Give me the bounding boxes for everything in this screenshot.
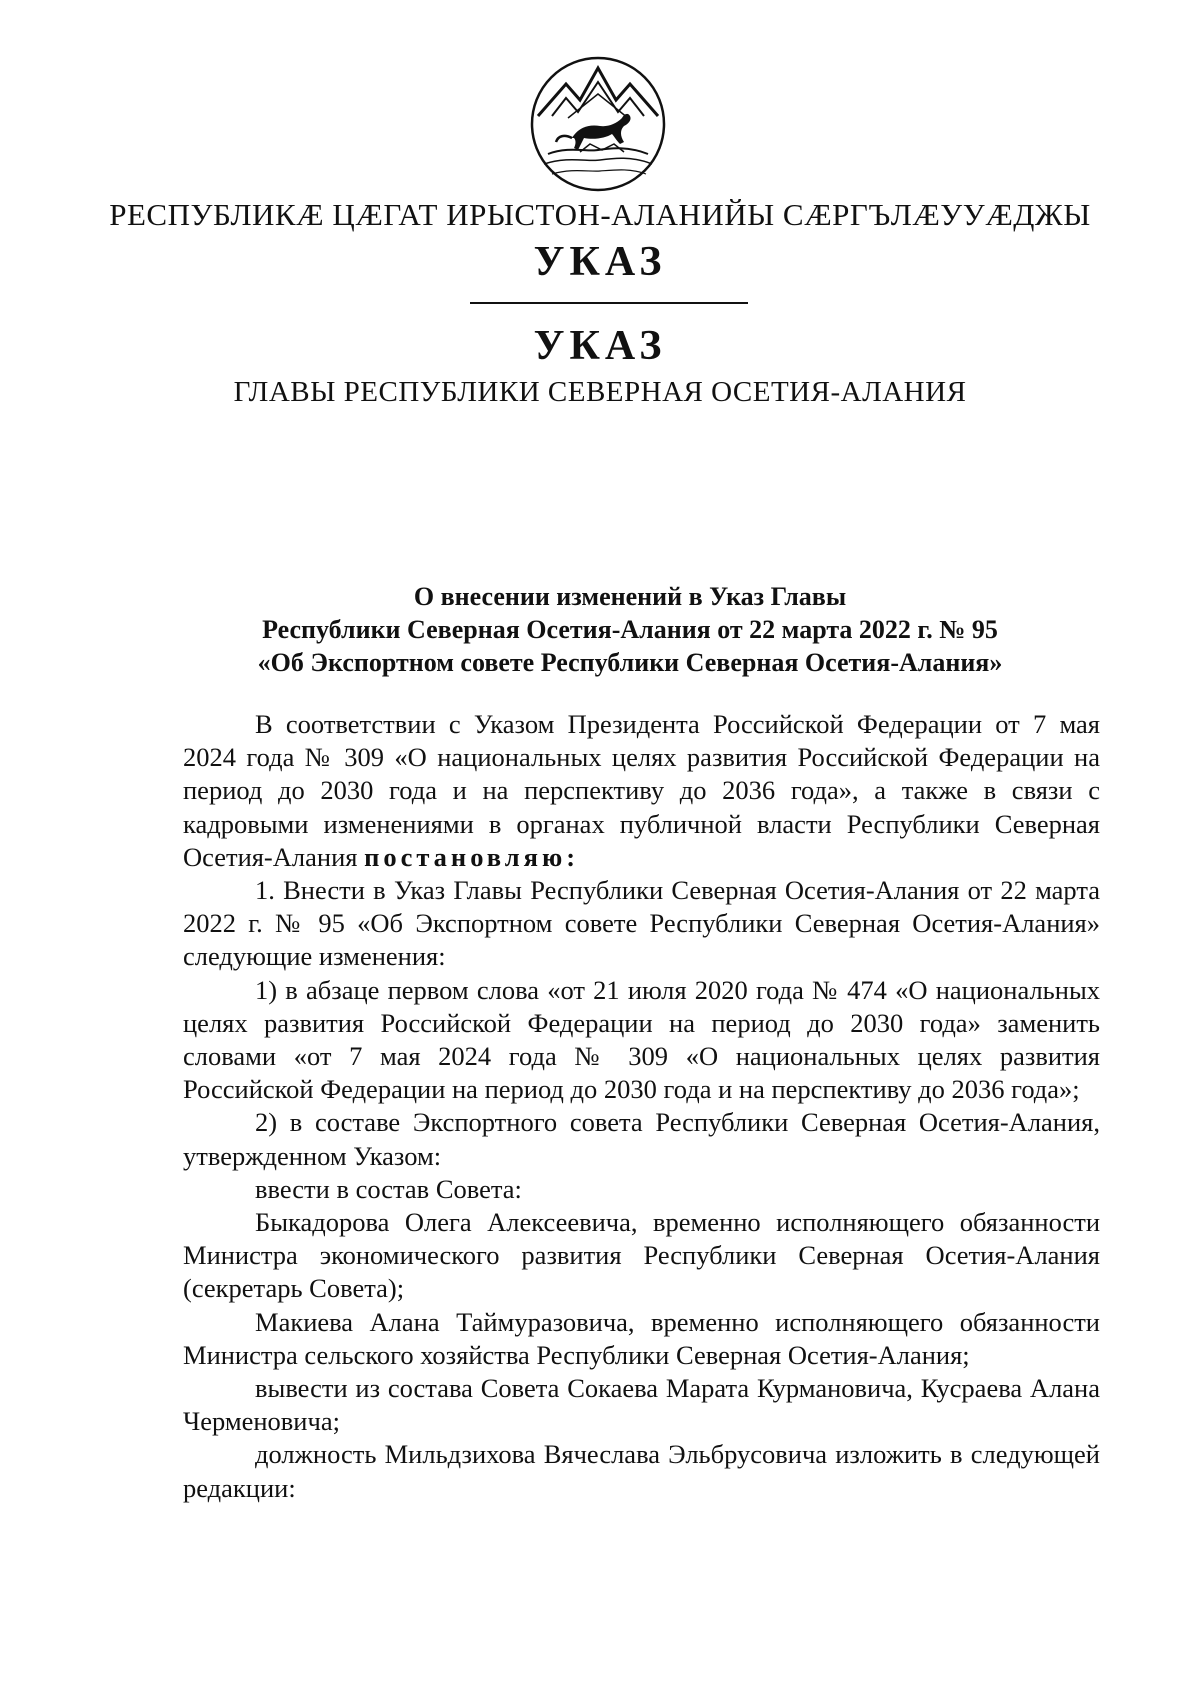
decree-keyword: постановляю — [364, 841, 567, 872]
decree-title-line: О внесении изменений в Указ Главы — [413, 582, 847, 611]
decree-body — [183, 708, 1100, 1505]
person-1-paragraph: Быкадорова Олега Алексеевича, временно исполняющего обязанности Министра экономического развития Республики Северная Осетия-Алания (секретарь Совета); — [183, 1207, 1100, 1304]
ukaz-heading-ossetian: УКАЗ — [533, 239, 667, 285]
item-1-1-paragraph: 1) в абзаце первом слова «от 21 июля 2020 года № 474 «О национальных целях развития Российской Федерации на период до 2030 года» заменить словами «от 7 мая 2024 года № 309 «О национальных целях развития Российской Федерации на период до 2030 года и на перспективу до 2036 года»; — [183, 974, 1100, 1105]
ukaz-heading-russian: УКАЗ — [533, 323, 667, 369]
person-2-paragraph: Макиева Алана Таймуразовича, временно исполняющего обязанности Министра сельского хозяйства Республики Северная Осетия-Алания; — [183, 1306, 1100, 1370]
preamble-text: В соответствии с Указом Президента Российской Федерации от 7 мая 2024 года № 309 «О национальных целях развития Российской Федерации на период до 2030 года и на перспективу до 2036 года», а также в связи с кадровыми изменениями в органах публичной власти Республики Северная Осетия-Алания — [183, 709, 1100, 872]
preamble-paragraph — [183, 708, 1100, 874]
position-paragraph: должность Мильдзихова Вячеслава Эльбрусовича изложить в следующей редакции: — [183, 1439, 1100, 1503]
introduce-paragraph: ввести в состав Совета: — [255, 1173, 522, 1204]
decree-title — [180, 580, 1080, 679]
decree-title-line: «Об Экспортном совете Республики Северная Осетия-Алания» — [257, 648, 1003, 677]
decree-colon: : — [566, 841, 576, 872]
decree-title-line: Республики Северная Осетия-Алания от 22 марта 2022 г. № 95 — [262, 615, 998, 644]
item-1-paragraph: 1. Внести в Указ Главы Республики Северная Осетия-Алания от 22 марта 2022 г. № 95 «Об Экспортном совете Республики Северная Осетия-Алания» следующие изменения: — [183, 875, 1100, 972]
coat-of-arms-emblem — [528, 54, 668, 194]
russian-header: ГЛАВЫ РЕСПУБЛИКИ СЕВЕРНАЯ ОСЕТИЯ-АЛАНИЯ — [233, 376, 967, 408]
header-divider — [470, 302, 748, 304]
item-1-2-paragraph: 2) в составе Экспортного совета Республики Северная Осетия-Алания, утвержденном Указом: — [183, 1107, 1100, 1171]
ossetian-header: РЕСПУБЛИКӔ ЦӔГАТ ИРЫСТОН-АЛАНИЙЫ СӔРГЪЛӔУУӔДЖЫ — [109, 197, 1091, 232]
remove-paragraph: вывести из состава Совета Сокаева Марата Курмановича, Кусраева Алана Черменовича; — [183, 1373, 1100, 1437]
